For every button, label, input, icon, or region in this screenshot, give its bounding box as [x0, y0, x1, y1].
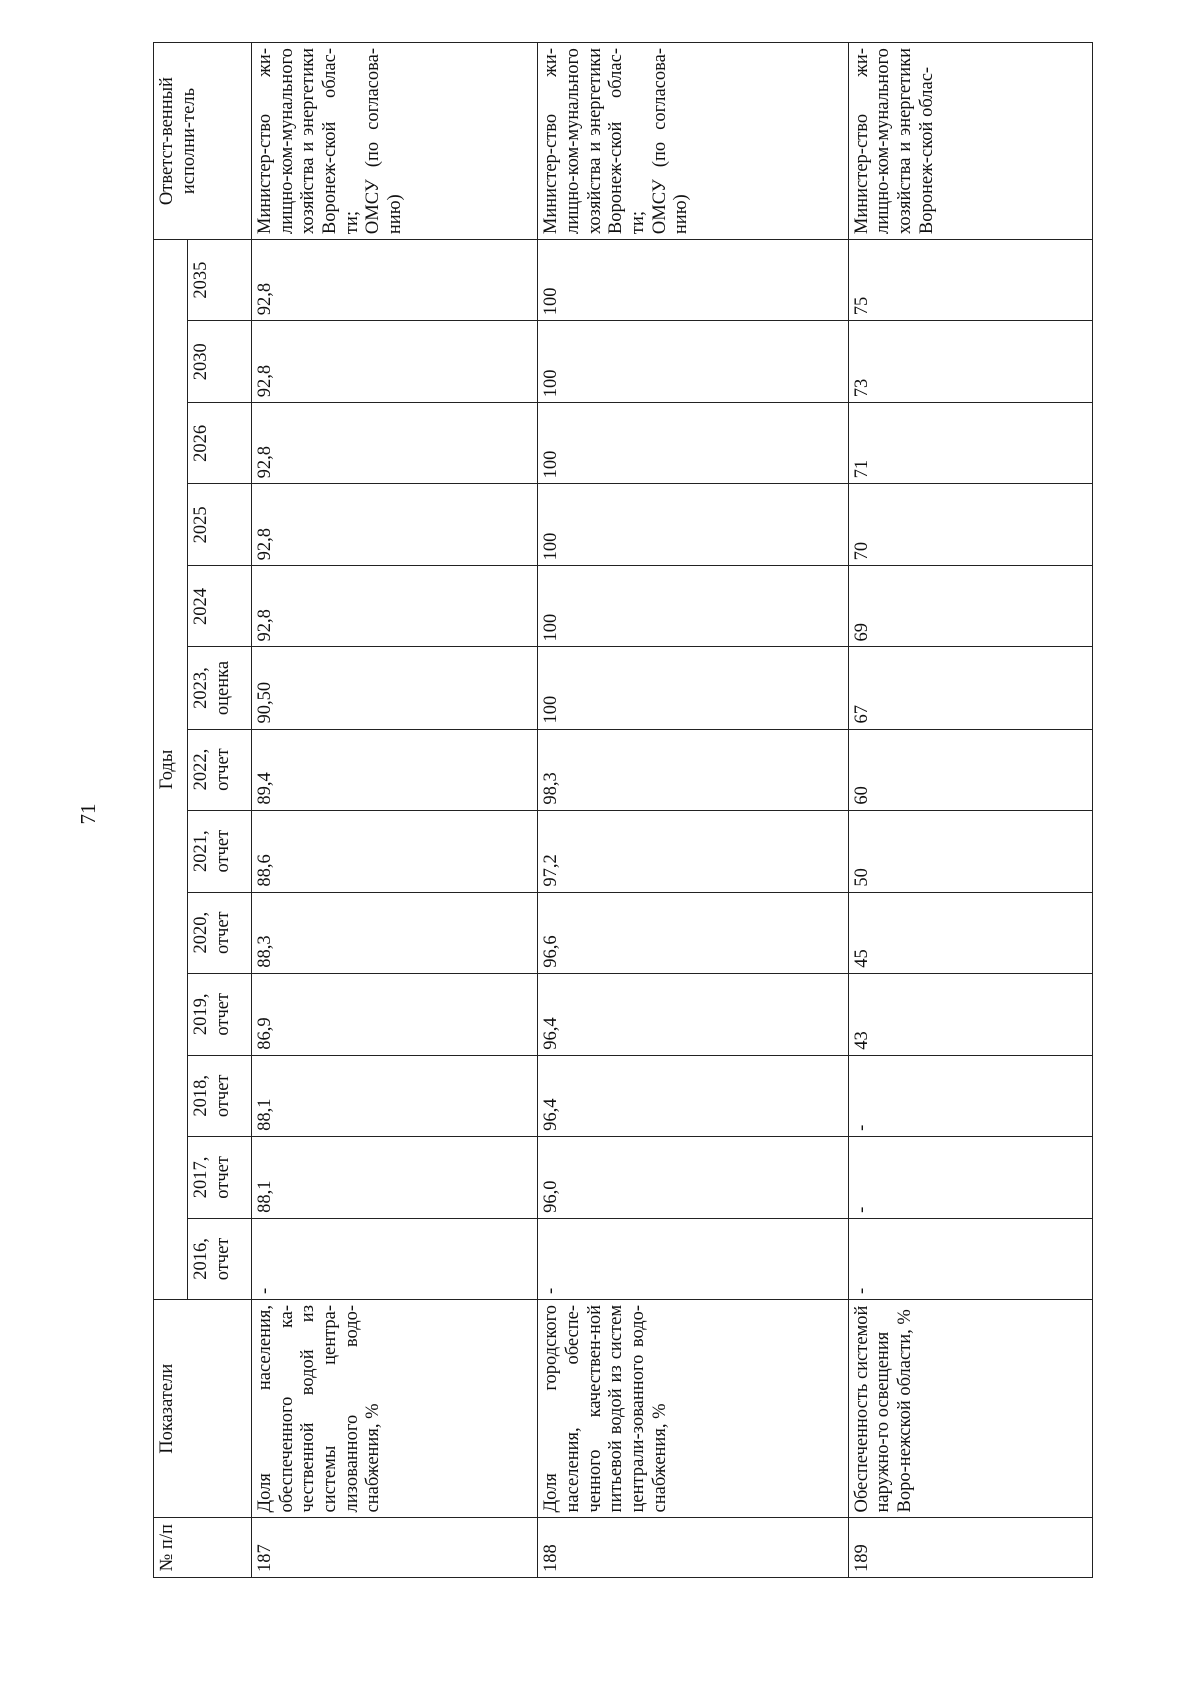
header-responsible: Ответст-венный исполни-тель: [154, 43, 252, 240]
year-label: 2022,: [191, 748, 212, 791]
year-status: отчет: [212, 1074, 233, 1118]
year-label: 2018,: [191, 1075, 212, 1117]
year-header: [188, 973, 252, 1055]
indicators-table: [153, 42, 1093, 1578]
value-cell: 92,8: [252, 484, 538, 566]
value-cell: 96,0: [538, 1136, 848, 1218]
value-cell: -: [848, 1218, 1092, 1299]
year-label: 2017,: [191, 1156, 212, 1199]
header-years-group: Годы: [154, 240, 188, 1300]
value-cell: 69: [848, 566, 1092, 647]
year-label: 2024: [191, 587, 212, 625]
value-cell: 100: [538, 240, 848, 321]
value-cell: 97,2: [538, 810, 848, 892]
year-status: отчет: [212, 992, 233, 1036]
value-cell: 92,8: [252, 321, 538, 403]
indicator-description: Доля городского населения, обеспе-ченного качествен-ной питьевой водой из систем централи-зованного водо-снабжения, %: [538, 1299, 848, 1518]
value-cell: 92,8: [252, 403, 538, 484]
value-cell: 100: [538, 321, 848, 403]
value-cell: 88,3: [252, 892, 538, 973]
year-label: 2030: [191, 343, 212, 381]
row-number: 189: [848, 1518, 1092, 1578]
value-cell: -: [848, 1055, 1092, 1136]
value-cell: 75: [848, 240, 1092, 321]
value-cell: 100: [538, 484, 848, 566]
value-cell: 100: [538, 566, 848, 647]
value-cell: 96,4: [538, 1055, 848, 1136]
value-cell: 70: [848, 484, 1092, 566]
value-cell: 98,3: [538, 729, 848, 810]
year-label: 2020,: [191, 911, 212, 954]
header-indicators: Показатели: [154, 1299, 252, 1518]
value-cell: 86,9: [252, 973, 538, 1055]
responsible-executor: Министер-ство жи-лищно-ком-мунального хозяйства и энергетики Воронеж-ской облас-ти; ОМСУ (по согласова-нию): [538, 43, 848, 240]
year-status: отчет: [212, 1237, 233, 1281]
year-status: отчет: [212, 748, 233, 791]
value-cell: 73: [848, 321, 1092, 403]
row-number: 188: [538, 1518, 848, 1578]
year-label: 2026: [191, 424, 212, 462]
indicators-table-container: [153, 42, 1093, 1578]
year-label: 2021,: [191, 830, 212, 872]
year-header: [188, 321, 252, 403]
value-cell: 88,1: [252, 1136, 538, 1218]
value-cell: -: [848, 1136, 1092, 1218]
year-status: отчет: [212, 911, 233, 955]
value-cell: 96,6: [538, 892, 848, 973]
value-cell: -: [252, 1218, 538, 1299]
year-header: [188, 647, 252, 729]
value-cell: 100: [538, 403, 848, 484]
year-label: 2019,: [191, 993, 212, 1036]
year-header: [188, 1136, 252, 1218]
year-header: [188, 810, 252, 892]
year-header: [188, 240, 252, 321]
table-row: [252, 43, 538, 1578]
indicator-description: Доля населения, обеспеченного ка-чественной водой из системы центра-лизованного водо-снабжения, %: [252, 1299, 538, 1518]
year-header: [188, 1055, 252, 1136]
header-row-1: [154, 43, 188, 1578]
year-status: отчет: [212, 829, 233, 873]
value-cell: 50: [848, 810, 1092, 892]
value-cell: 60: [848, 729, 1092, 810]
value-cell: 88,1: [252, 1055, 538, 1136]
page-number: 71: [76, 803, 100, 825]
value-cell: 88,6: [252, 810, 538, 892]
year-label: 2023,: [191, 667, 212, 709]
value-cell: 96,4: [538, 973, 848, 1055]
year-header: [188, 403, 252, 484]
year-header: [188, 892, 252, 973]
value-cell: 90,50: [252, 647, 538, 729]
indicator-description: Обеспеченность системой наружно-го освещения Воро-нежской области, %: [848, 1299, 1092, 1518]
value-cell: 71: [848, 403, 1092, 484]
table-row: [848, 43, 1092, 1578]
row-number: 187: [252, 1518, 538, 1578]
year-status: оценка: [212, 660, 233, 716]
value-cell: 92,8: [252, 566, 538, 647]
header-num: № п/п: [154, 1518, 252, 1578]
year-header: [188, 484, 252, 566]
year-header: [188, 566, 252, 647]
value-cell: -: [538, 1218, 848, 1299]
value-cell: 67: [848, 647, 1092, 729]
responsible-executor: Министер-ство жи-лищно-ком-мунального хозяйства и энергетики Воронеж-ской облас-: [848, 43, 1092, 240]
responsible-executor: Министер-ство жи-лищно-ком-мунального хозяйства и энергетики Воронеж-ской облас-ти; ОМСУ (по согласова-нию): [252, 43, 538, 240]
year-label: 2035: [191, 261, 212, 299]
year-status: отчет: [212, 1156, 233, 1199]
table-row: [538, 43, 848, 1578]
value-cell: 100: [538, 647, 848, 729]
value-cell: 43: [848, 973, 1092, 1055]
year-header: [188, 1218, 252, 1299]
value-cell: 89,4: [252, 729, 538, 810]
year-label: 2025: [191, 506, 212, 544]
value-cell: 45: [848, 892, 1092, 973]
value-cell: 92,8: [252, 240, 538, 321]
year-header: [188, 729, 252, 810]
year-label: 2016,: [191, 1238, 212, 1280]
